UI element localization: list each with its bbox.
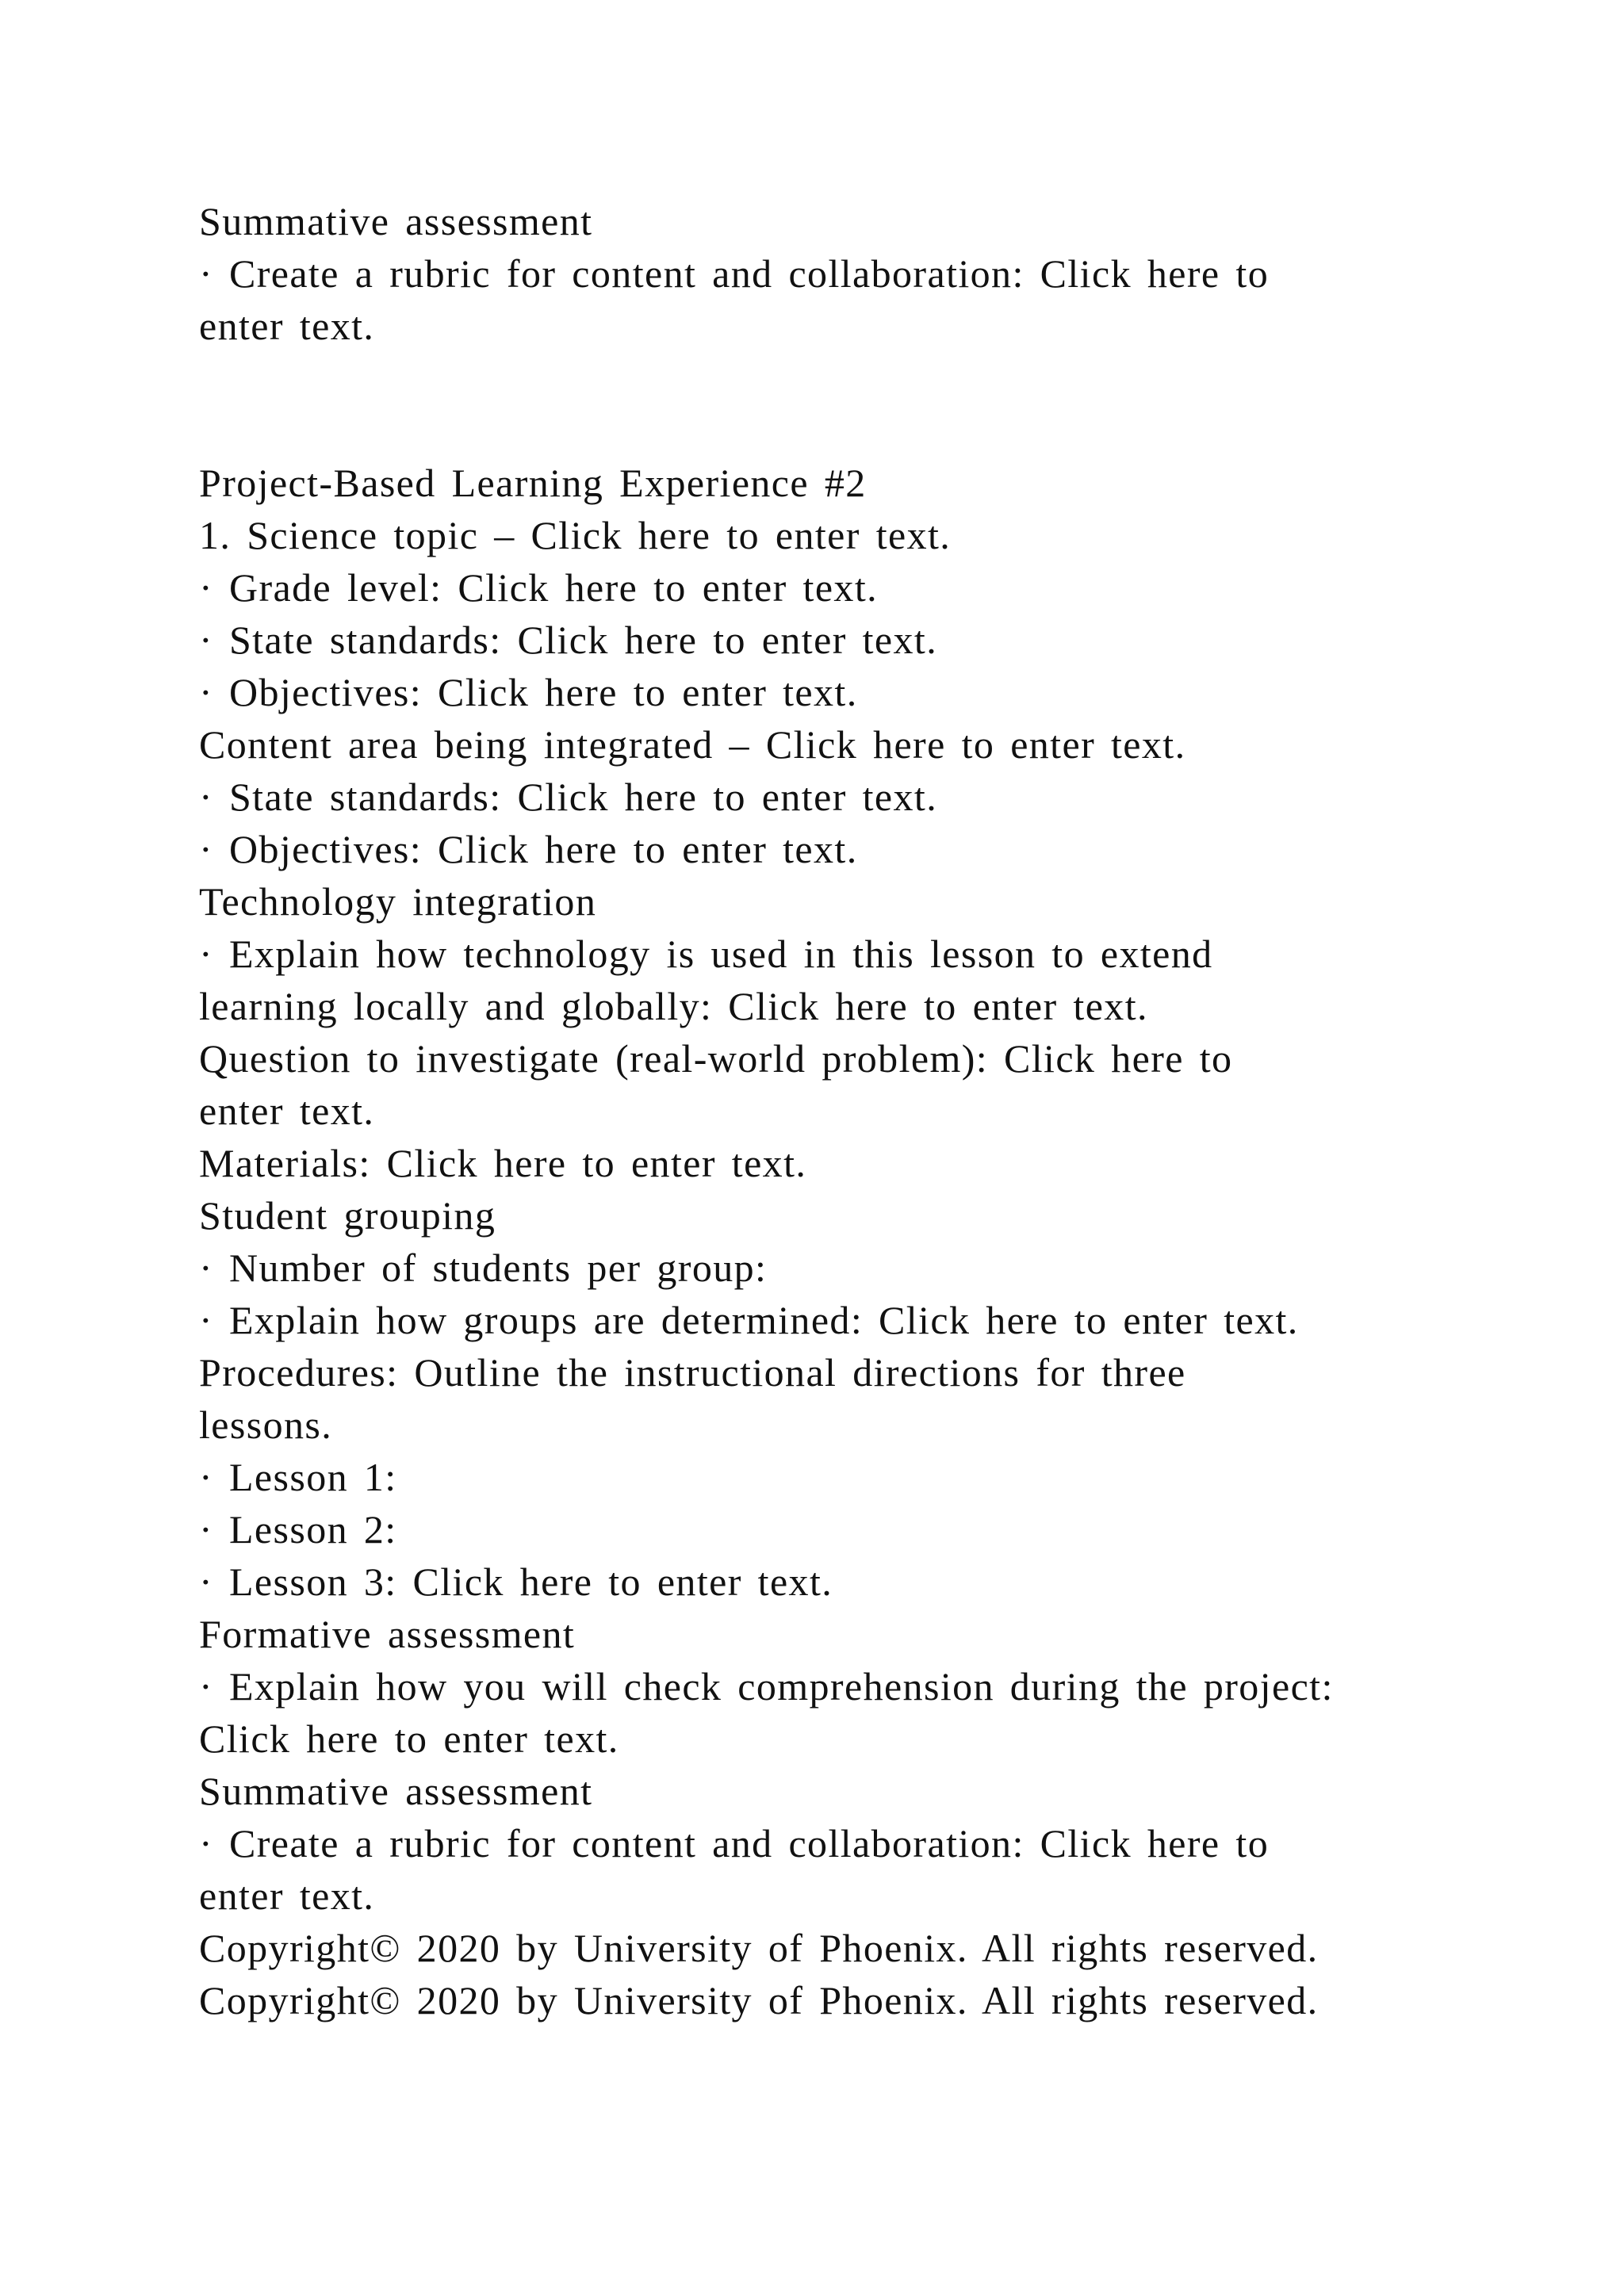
- text-line: enter text.: [199, 1873, 375, 1918]
- text-line: · Objectives: Click here to enter text.: [199, 827, 858, 871]
- text-line: Click here to enter text.: [199, 1716, 619, 1761]
- project-based-learning-section: [199, 457, 1500, 2026]
- text-line: · Create a rubric for content and collaboration: Click here to: [199, 251, 1270, 296]
- paragraph-spacer: [199, 352, 1500, 457]
- text-line: · Explain how technology is used in this lesson to extend: [199, 932, 1213, 976]
- summative-assessment-section: [199, 195, 1500, 352]
- document-page: [199, 195, 1500, 2026]
- text-line: lessons.: [199, 1402, 333, 1447]
- copyright-notice: Copyright© 2020 by University of Phoenix. All rights reserved.: [199, 1926, 1319, 1970]
- text-line: enter text.: [199, 304, 375, 348]
- text-line: Question to investigate (real-world problem): Click here to: [199, 1036, 1233, 1081]
- text-line: · Create a rubric for content and collaboration: Click here to: [199, 1821, 1270, 1866]
- section-title: Project-Based Learning Experience #2: [199, 461, 867, 505]
- text-line: · State standards: Click here to enter text.: [199, 618, 938, 662]
- section-heading: Technology integration: [199, 879, 597, 924]
- section-heading: Summative assessment: [199, 199, 593, 243]
- text-line: · Lesson 1:: [199, 1455, 397, 1499]
- text-line: · State standards: Click here to enter text.: [199, 775, 938, 819]
- section-heading: Summative assessment: [199, 1769, 593, 1813]
- text-line: 1. Science topic – Click here to enter text.: [199, 513, 952, 557]
- text-line: Materials: Click here to enter text.: [199, 1141, 807, 1185]
- text-line: · Objectives: Click here to enter text.: [199, 670, 858, 714]
- section-heading: Formative assessment: [199, 1612, 576, 1656]
- section-heading: Student grouping: [199, 1193, 496, 1238]
- text-line: · Lesson 2:: [199, 1507, 397, 1552]
- copyright-notice: Copyright© 2020 by University of Phoenix. All rights reserved.: [199, 1978, 1319, 2022]
- text-line: Content area being integrated – Click here to enter text.: [199, 722, 1186, 767]
- text-line: · Grade level: Click here to enter text.: [199, 565, 879, 610]
- text-line: Procedures: Outline the instructional directions for three: [199, 1350, 1186, 1395]
- text-line: learning locally and globally: Click here to enter text.: [199, 984, 1148, 1028]
- text-line: · Explain how you will check comprehension during the project:: [199, 1664, 1334, 1709]
- text-line: · Explain how groups are determined: Click here to enter text.: [199, 1298, 1299, 1342]
- text-line: · Lesson 3: Click here to enter text.: [199, 1559, 833, 1604]
- text-line: enter text.: [199, 1089, 375, 1133]
- text-line: · Number of students per group:: [199, 1246, 768, 1290]
